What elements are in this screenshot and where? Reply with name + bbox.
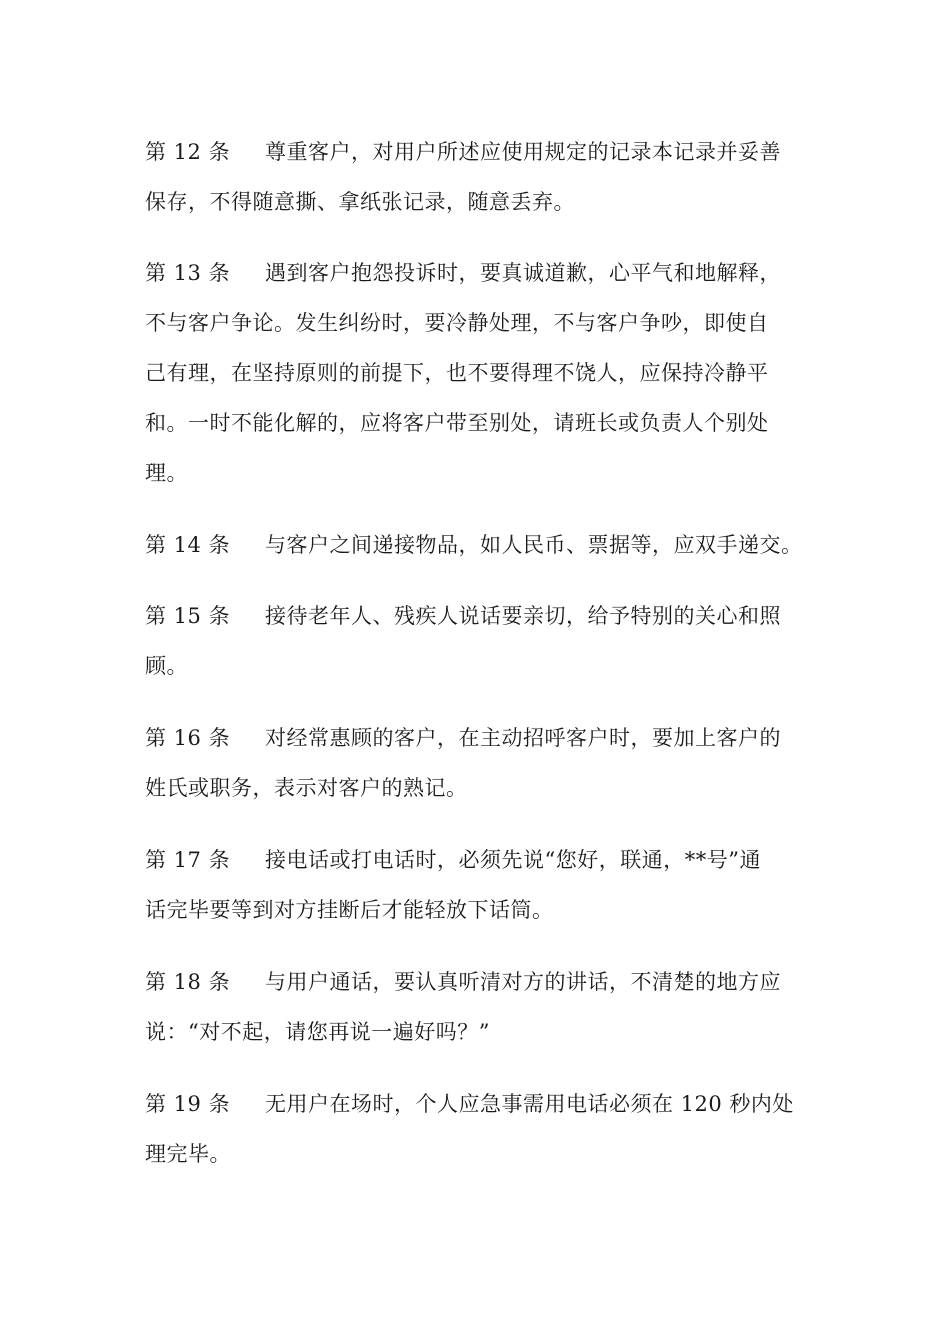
article-number: 第 19 条 — [145, 1092, 231, 1116]
article-number: 第 13 条 — [145, 261, 231, 285]
article-text: 理。 — [145, 461, 188, 485]
article-text: 己有理，在坚持原则的前提下，也不要得理不饶人，应保持冷静平 — [145, 361, 769, 385]
article-text: 遇到客户抱怨投诉时，要真诚道歉，心平气和地解释， — [265, 261, 781, 285]
article-text: 保存，不得随意撕、拿纸张记录，随意丢弃。 — [145, 190, 575, 214]
article-first-line — [145, 957, 815, 1007]
article-text: 接待老年人、残疾人说话要亲切，给予特别的关心和照 — [265, 604, 781, 628]
article-first-line — [145, 127, 815, 177]
article-number: 第 17 条 — [145, 848, 231, 872]
article-text: 与客户之间递接物品，如人民币、票据等，应双手递交。 — [265, 533, 803, 557]
article-15 — [145, 591, 815, 691]
article-13 — [145, 248, 815, 498]
article-text: 与用户通话，要认真听清对方的讲话，不清楚的地方应 — [265, 970, 781, 994]
article-12 — [145, 127, 815, 227]
article-text: 和。一时不能化解的，应将客户带至别处，请班长或负责人个别处 — [145, 411, 769, 435]
article-number: 第 16 条 — [145, 726, 231, 750]
article-text: 理完毕。 — [145, 1142, 231, 1166]
article-first-line — [145, 248, 815, 298]
article-number: 第 15 条 — [145, 604, 231, 628]
article-text: 无用户在场时，个人应急事需用电话必须在 120 秒内处 — [265, 1092, 794, 1116]
article-number: 第 18 条 — [145, 970, 231, 994]
article-first-line — [145, 520, 815, 570]
article-text: 顾。 — [145, 654, 188, 678]
article-text: 不与客户争论。发生纠纷时，要冷静处理，不与客户争吵，即使自 — [145, 311, 769, 335]
article-text: 尊重客户，对用户所述应使用规定的记录本记录并妥善 — [265, 140, 781, 164]
article-text: 说：“对不起，请您再说一遍好吗？” — [145, 1020, 490, 1044]
article-text: 对经常惠顾的客户，在主动招呼客户时，要加上客户的 — [265, 726, 781, 750]
article-first-line — [145, 1079, 815, 1129]
article-first-line — [145, 713, 815, 763]
article-first-line — [145, 591, 815, 641]
article-number: 第 12 条 — [145, 140, 231, 164]
article-18 — [145, 957, 815, 1057]
article-17 — [145, 835, 815, 935]
article-16 — [145, 713, 815, 813]
article-text: 接电话或打电话时，必须先说“您好，联通，**号”通 — [265, 848, 761, 872]
article-19 — [145, 1079, 815, 1179]
article-first-line — [145, 835, 815, 885]
article-text: 姓氏或职务，表示对客户的熟记。 — [145, 776, 468, 800]
article-text: 话完毕要等到对方挂断后才能轻放下话筒。 — [145, 898, 554, 922]
article-14 — [145, 520, 815, 570]
article-number: 第 14 条 — [145, 533, 231, 557]
